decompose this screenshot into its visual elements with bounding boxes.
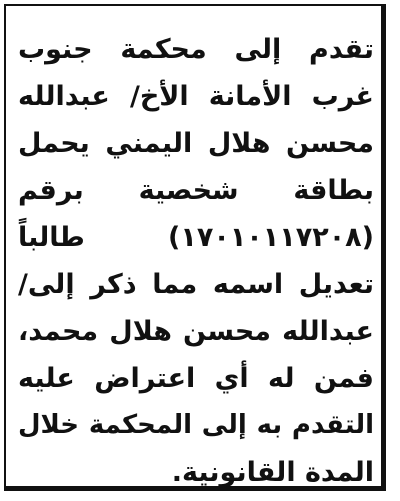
notice-line-3: محسن هلال اليمني يحمل (18, 128, 374, 159)
notice-text (18, 26, 374, 496)
notice-line-7: عبدالله محسن هلال محمد، (18, 316, 374, 347)
notice-line-9: التقدم به إلى المحكمة خلال (18, 410, 374, 440)
notice-line-8: فمن له أي اعتراض عليه (18, 363, 374, 394)
notice-line-1: تقدم إلى محكمة جنوب (18, 34, 374, 65)
notice-line-10: المدة القانونية. (171, 457, 374, 488)
notice-line-4: بطاقة شخصية برقم (18, 175, 374, 206)
notice-line-2: غرب الأمانة الأخ/ عبدالله (18, 81, 374, 112)
notice-line-5: (١٧٠١٠١١٧٢٠٨) طالباً (18, 222, 374, 253)
notice-line-6: تعديل اسمه مما ذكر إلى/ (18, 269, 374, 300)
notice-frame (4, 4, 386, 491)
